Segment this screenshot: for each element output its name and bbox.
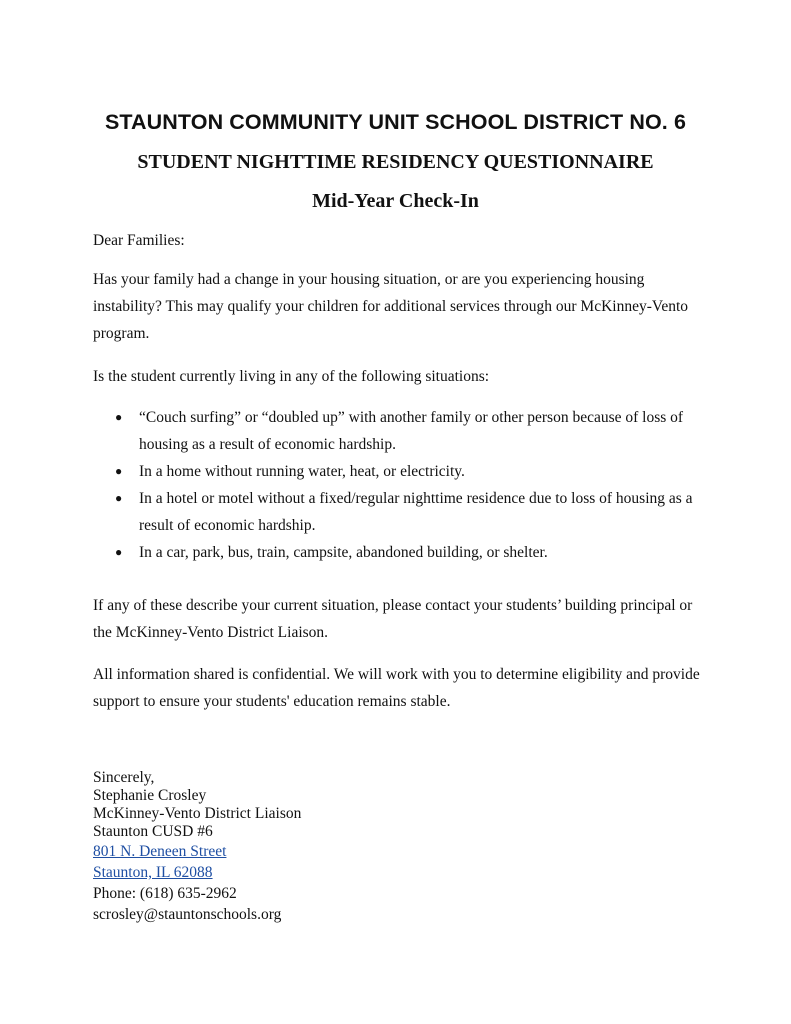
greeting: Dear Families: [93,232,185,249]
situation-question: Is the student currently living in any of the following situations: [93,368,490,385]
list-item [93,458,703,485]
situation-list [93,404,703,566]
situation-text: “Couch surfing” or “doubled up” with another family or other person because of loss of housing as a result of economic hardship. [139,409,684,453]
phone-number: Phone: (618) 635-2962 [93,885,237,902]
intro-paragraph: Has your family had a change in your housing situation, or are you experiencing housing instability? This may qualify your children for additional services through our McKinney-Vento program. [93,271,689,342]
form-title: STUDENT NIGHTTIME RESIDENCY QUESTIONNAIRE [137,151,654,173]
signer-organization: Staunton CUSD #6 [93,823,213,840]
address-link-city[interactable]: Staunton, IL 62088 [93,864,213,881]
form-subtitle: Mid-Year Check-In [312,190,479,212]
email-address: scrosley@stauntonschools.org [93,906,282,923]
signer-name: Stephanie Crosley [93,787,207,804]
confidential-paragraph: All information shared is confidential. We will work with you to determine eligibility and provide support to ensure your students' education remains stable. [93,666,700,710]
situation-text: In a car, park, bus, train, campsite, abandoned building, or shelter. [139,544,548,561]
situation-text: In a home without running water, heat, or electricity. [139,463,465,480]
situation-text: In a hotel or motel without a fixed/regular nighttime residence due to loss of housing as a result of economic hardship. [139,490,693,534]
list-item [93,404,703,458]
address-link-street[interactable]: 801 N. Deneen Street [93,843,227,860]
bullet-icon: ● [115,491,123,505]
bullet-icon: ● [115,410,123,424]
district-title: STAUNTON COMMUNITY UNIT SCHOOL DISTRICT NO. 6 [104,110,687,134]
list-item [93,485,703,539]
signature-block [93,769,493,925]
list-item [93,539,703,566]
closing: Sincerely, [93,769,155,786]
contact-paragraph: If any of these describe your current situation, please contact your students’ building principal or the McKinney-Vento District Liaison. [93,597,693,641]
bullet-icon: ● [115,545,123,559]
bullet-icon: ● [115,464,123,478]
signer-role: McKinney-Vento District Liaison [93,805,302,822]
